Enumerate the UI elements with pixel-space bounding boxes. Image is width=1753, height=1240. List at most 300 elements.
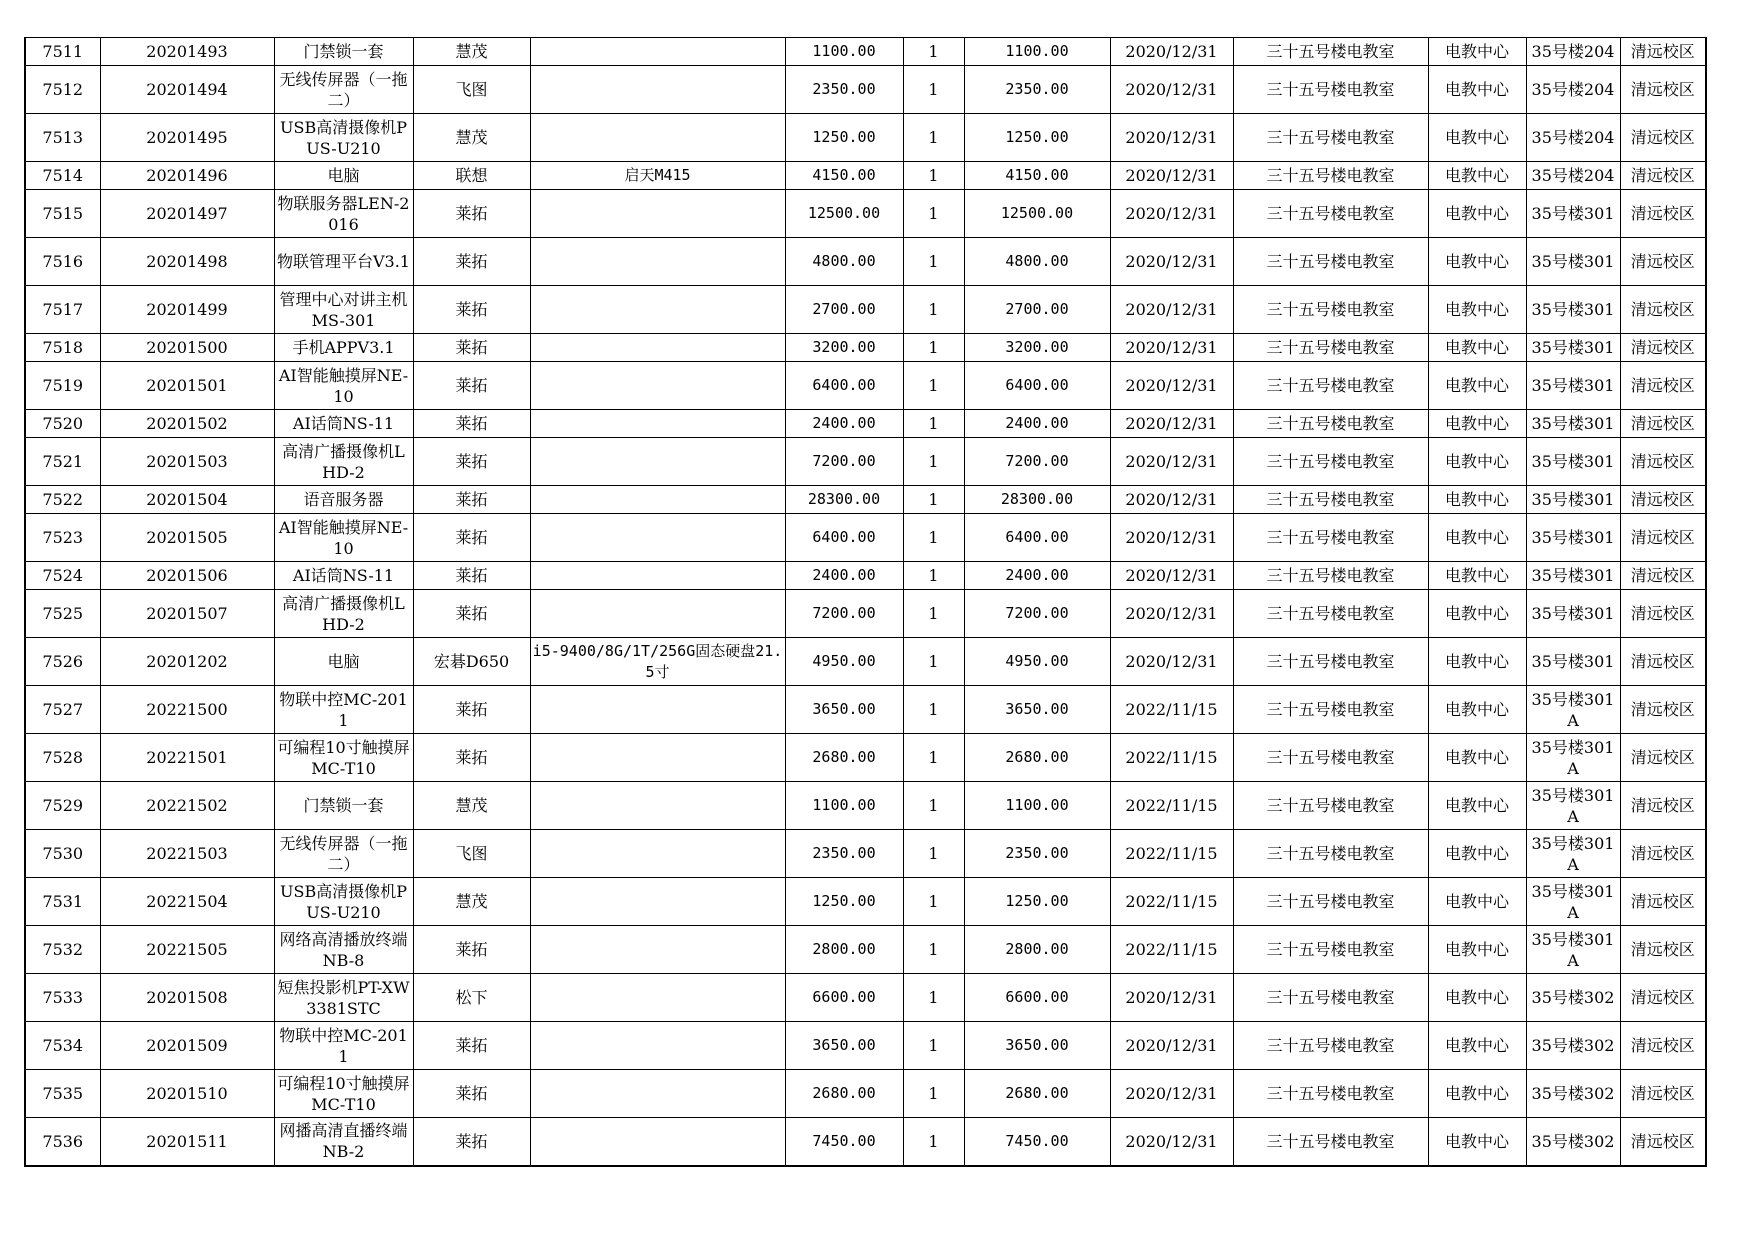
unit-price-cell: 1250.00 [785,878,903,926]
table-row [25,514,1706,562]
department-cell: 三十五号楼电教室 [1233,486,1428,514]
spec-cell [530,830,785,878]
unit-price-cell: 2680.00 [785,1070,903,1118]
item-name-cell: 短焦投影机PT-XW3381STC [274,974,413,1022]
table-row [25,974,1706,1022]
asset-code-cell: 20201495 [100,114,274,162]
item-name-cell: 无线传屏器（一拖二） [274,830,413,878]
spec-cell [530,66,785,114]
campus-cell: 清远校区 [1620,1070,1706,1118]
item-name-cell: AI话筒NS-11 [274,410,413,438]
spec-cell [530,190,785,238]
table-row [25,878,1706,926]
center-cell: 电教中心 [1428,438,1526,486]
department-cell: 三十五号楼电教室 [1233,638,1428,686]
quantity-cell: 1 [903,830,964,878]
brand-cell: 松下 [413,974,530,1022]
asset-code-cell: 20201503 [100,438,274,486]
department-cell: 三十五号楼电教室 [1233,38,1428,66]
serial-number-cell: 7535 [25,1070,100,1118]
total-amount-cell: 4800.00 [964,238,1110,286]
quantity-cell: 1 [903,878,964,926]
asset-code-cell: 20201510 [100,1070,274,1118]
item-name-cell: 门禁锁一套 [274,38,413,66]
date-cell: 2020/12/31 [1110,486,1233,514]
campus-cell: 清远校区 [1620,334,1706,362]
item-name-cell: USB高清摄像机PUS-U210 [274,878,413,926]
table-row [25,686,1706,734]
quantity-cell: 1 [903,926,964,974]
item-name-cell: 物联管理平台V3.1 [274,238,413,286]
department-cell: 三十五号楼电教室 [1233,514,1428,562]
total-amount-cell: 2680.00 [964,734,1110,782]
location-cell: 35号楼302 [1526,1070,1620,1118]
table-row [25,734,1706,782]
department-cell: 三十五号楼电教室 [1233,362,1428,410]
campus-cell: 清远校区 [1620,686,1706,734]
department-cell: 三十五号楼电教室 [1233,1022,1428,1070]
date-cell: 2020/12/31 [1110,38,1233,66]
asset-code-cell: 20201202 [100,638,274,686]
quantity-cell: 1 [903,734,964,782]
unit-price-cell: 6400.00 [785,514,903,562]
date-cell: 2020/12/31 [1110,334,1233,362]
unit-price-cell: 2400.00 [785,562,903,590]
quantity-cell: 1 [903,38,964,66]
department-cell: 三十五号楼电教室 [1233,782,1428,830]
table-row [25,590,1706,638]
unit-price-cell: 2350.00 [785,66,903,114]
item-name-cell: AI话筒NS-11 [274,562,413,590]
serial-number-cell: 7529 [25,782,100,830]
total-amount-cell: 4150.00 [964,162,1110,190]
table-row [25,114,1706,162]
total-amount-cell: 7200.00 [964,590,1110,638]
date-cell: 2020/12/31 [1110,1118,1233,1166]
serial-number-cell: 7530 [25,830,100,878]
asset-code-cell: 20201502 [100,410,274,438]
serial-number-cell: 7534 [25,1022,100,1070]
unit-price-cell: 3650.00 [785,686,903,734]
asset-code-cell: 20201511 [100,1118,274,1166]
spec-cell [530,590,785,638]
date-cell: 2020/12/31 [1110,410,1233,438]
center-cell: 电教中心 [1428,514,1526,562]
spec-cell [530,114,785,162]
quantity-cell: 1 [903,410,964,438]
location-cell: 35号楼204 [1526,38,1620,66]
unit-price-cell: 7200.00 [785,590,903,638]
quantity-cell: 1 [903,1022,964,1070]
spec-cell [530,438,785,486]
center-cell: 电教中心 [1428,638,1526,686]
campus-cell: 清远校区 [1620,590,1706,638]
campus-cell: 清远校区 [1620,114,1706,162]
unit-price-cell: 12500.00 [785,190,903,238]
center-cell: 电教中心 [1428,286,1526,334]
brand-cell: 莱拓 [413,590,530,638]
item-name-cell: 电脑 [274,162,413,190]
department-cell: 三十五号楼电教室 [1233,878,1428,926]
department-cell: 三十五号楼电教室 [1233,66,1428,114]
location-cell: 35号楼301 [1526,438,1620,486]
brand-cell: 莱拓 [413,410,530,438]
department-cell: 三十五号楼电教室 [1233,590,1428,638]
center-cell: 电教中心 [1428,190,1526,238]
asset-code-cell: 20201505 [100,514,274,562]
quantity-cell: 1 [903,562,964,590]
brand-cell: 飞图 [413,830,530,878]
serial-number-cell: 7523 [25,514,100,562]
location-cell: 35号楼301A [1526,830,1620,878]
center-cell: 电教中心 [1428,162,1526,190]
spec-cell: 启天M415 [530,162,785,190]
unit-price-cell: 1100.00 [785,782,903,830]
brand-cell: 莱拓 [413,926,530,974]
brand-cell: 莱拓 [413,238,530,286]
serial-number-cell: 7525 [25,590,100,638]
department-cell: 三十五号楼电教室 [1233,410,1428,438]
unit-price-cell: 6400.00 [785,362,903,410]
total-amount-cell: 12500.00 [964,190,1110,238]
quantity-cell: 1 [903,514,964,562]
table-row [25,38,1706,66]
asset-code-cell: 20221500 [100,686,274,734]
item-name-cell: 物联服务器LEN-2016 [274,190,413,238]
brand-cell: 慧茂 [413,782,530,830]
location-cell: 35号楼301 [1526,562,1620,590]
center-cell: 电教中心 [1428,782,1526,830]
asset-table [24,37,1707,1167]
table-row [25,1022,1706,1070]
asset-code-cell: 20201501 [100,362,274,410]
center-cell: 电教中心 [1428,66,1526,114]
unit-price-cell: 2400.00 [785,410,903,438]
department-cell: 三十五号楼电教室 [1233,190,1428,238]
serial-number-cell: 7527 [25,686,100,734]
center-cell: 电教中心 [1428,114,1526,162]
serial-number-cell: 7521 [25,438,100,486]
spec-cell [530,926,785,974]
table-row [25,286,1706,334]
location-cell: 35号楼302 [1526,1118,1620,1166]
location-cell: 35号楼302 [1526,974,1620,1022]
campus-cell: 清远校区 [1620,878,1706,926]
quantity-cell: 1 [903,974,964,1022]
date-cell: 2020/12/31 [1110,1022,1233,1070]
serial-number-cell: 7533 [25,974,100,1022]
total-amount-cell: 2800.00 [964,926,1110,974]
table-row [25,1070,1706,1118]
department-cell: 三十五号楼电教室 [1233,1070,1428,1118]
location-cell: 35号楼301A [1526,782,1620,830]
unit-price-cell: 4800.00 [785,238,903,286]
department-cell: 三十五号楼电教室 [1233,734,1428,782]
asset-code-cell: 20221501 [100,734,274,782]
campus-cell: 清远校区 [1620,830,1706,878]
location-cell: 35号楼301 [1526,286,1620,334]
date-cell: 2022/11/15 [1110,878,1233,926]
table-row [25,1118,1706,1166]
total-amount-cell: 6400.00 [964,514,1110,562]
date-cell: 2022/11/15 [1110,734,1233,782]
date-cell: 2020/12/31 [1110,974,1233,1022]
asset-code-cell: 20201497 [100,190,274,238]
date-cell: 2022/11/15 [1110,686,1233,734]
total-amount-cell: 1250.00 [964,114,1110,162]
center-cell: 电教中心 [1428,734,1526,782]
campus-cell: 清远校区 [1620,1118,1706,1166]
location-cell: 35号楼301 [1526,486,1620,514]
brand-cell: 莱拓 [413,362,530,410]
total-amount-cell: 2680.00 [964,1070,1110,1118]
unit-price-cell: 3650.00 [785,1022,903,1070]
item-name-cell: AI智能触摸屏NE-10 [274,362,413,410]
serial-number-cell: 7518 [25,334,100,362]
campus-cell: 清远校区 [1620,562,1706,590]
item-name-cell: AI智能触摸屏NE-10 [274,514,413,562]
item-name-cell: 门禁锁一套 [274,782,413,830]
department-cell: 三十五号楼电教室 [1233,114,1428,162]
location-cell: 35号楼204 [1526,162,1620,190]
total-amount-cell: 2400.00 [964,410,1110,438]
department-cell: 三十五号楼电教室 [1233,286,1428,334]
table-row [25,190,1706,238]
quantity-cell: 1 [903,334,964,362]
location-cell: 35号楼301 [1526,638,1620,686]
location-cell: 35号楼301A [1526,926,1620,974]
item-name-cell: 网络高清播放终端NB-8 [274,926,413,974]
center-cell: 电教中心 [1428,878,1526,926]
campus-cell: 清远校区 [1620,782,1706,830]
unit-price-cell: 2800.00 [785,926,903,974]
table-row [25,562,1706,590]
spec-cell [530,1070,785,1118]
brand-cell: 莱拓 [413,1022,530,1070]
total-amount-cell: 1100.00 [964,38,1110,66]
asset-code-cell: 20201500 [100,334,274,362]
unit-price-cell: 4150.00 [785,162,903,190]
location-cell: 35号楼302 [1526,1022,1620,1070]
total-amount-cell: 2350.00 [964,66,1110,114]
asset-table-body [25,38,1706,1166]
brand-cell: 慧茂 [413,38,530,66]
total-amount-cell: 3200.00 [964,334,1110,362]
date-cell: 2020/12/31 [1110,590,1233,638]
item-name-cell: 可编程10寸触摸屏MC-T10 [274,1070,413,1118]
center-cell: 电教中心 [1428,830,1526,878]
date-cell: 2022/11/15 [1110,830,1233,878]
serial-number-cell: 7513 [25,114,100,162]
unit-price-cell: 2700.00 [785,286,903,334]
brand-cell: 联想 [413,162,530,190]
date-cell: 2020/12/31 [1110,562,1233,590]
quantity-cell: 1 [903,686,964,734]
item-name-cell: 管理中心对讲主机MS-301 [274,286,413,334]
spec-cell [530,410,785,438]
item-name-cell: 可编程10寸触摸屏MC-T10 [274,734,413,782]
brand-cell: 莱拓 [413,286,530,334]
spec-cell [530,486,785,514]
location-cell: 35号楼301A [1526,686,1620,734]
serial-number-cell: 7517 [25,286,100,334]
quantity-cell: 1 [903,638,964,686]
date-cell: 2020/12/31 [1110,162,1233,190]
spec-cell [530,38,785,66]
date-cell: 2020/12/31 [1110,362,1233,410]
center-cell: 电教中心 [1428,1118,1526,1166]
total-amount-cell: 6600.00 [964,974,1110,1022]
item-name-cell: 物联中控MC-2011 [274,686,413,734]
department-cell: 三十五号楼电教室 [1233,830,1428,878]
unit-price-cell: 7450.00 [785,1118,903,1166]
campus-cell: 清远校区 [1620,1022,1706,1070]
date-cell: 2022/11/15 [1110,782,1233,830]
quantity-cell: 1 [903,590,964,638]
total-amount-cell: 2400.00 [964,562,1110,590]
date-cell: 2020/12/31 [1110,190,1233,238]
center-cell: 电教中心 [1428,362,1526,410]
department-cell: 三十五号楼电教室 [1233,1118,1428,1166]
unit-price-cell: 2680.00 [785,734,903,782]
table-row [25,362,1706,410]
date-cell: 2020/12/31 [1110,66,1233,114]
date-cell: 2020/12/31 [1110,438,1233,486]
department-cell: 三十五号楼电教室 [1233,974,1428,1022]
total-amount-cell: 2350.00 [964,830,1110,878]
location-cell: 35号楼301 [1526,334,1620,362]
date-cell: 2020/12/31 [1110,1070,1233,1118]
campus-cell: 清远校区 [1620,66,1706,114]
serial-number-cell: 7524 [25,562,100,590]
item-name-cell: 语音服务器 [274,486,413,514]
quantity-cell: 1 [903,190,964,238]
date-cell: 2020/12/31 [1110,238,1233,286]
spec-cell [530,362,785,410]
spec-cell [530,562,785,590]
brand-cell: 莱拓 [413,514,530,562]
location-cell: 35号楼301 [1526,514,1620,562]
spec-cell [530,782,785,830]
unit-price-cell: 3200.00 [785,334,903,362]
campus-cell: 清远校区 [1620,362,1706,410]
total-amount-cell: 3650.00 [964,686,1110,734]
asset-code-cell: 20201496 [100,162,274,190]
serial-number-cell: 7522 [25,486,100,514]
brand-cell: 莱拓 [413,190,530,238]
department-cell: 三十五号楼电教室 [1233,686,1428,734]
quantity-cell: 1 [903,1118,964,1166]
table-row [25,238,1706,286]
quantity-cell: 1 [903,162,964,190]
date-cell: 2022/11/15 [1110,926,1233,974]
date-cell: 2020/12/31 [1110,286,1233,334]
table-row [25,162,1706,190]
date-cell: 2020/12/31 [1110,114,1233,162]
table-row [25,410,1706,438]
location-cell: 35号楼204 [1526,114,1620,162]
quantity-cell: 1 [903,486,964,514]
center-cell: 电教中心 [1428,334,1526,362]
campus-cell: 清远校区 [1620,638,1706,686]
total-amount-cell: 2700.00 [964,286,1110,334]
asset-code-cell: 20201493 [100,38,274,66]
spec-cell [530,734,785,782]
brand-cell: 莱拓 [413,334,530,362]
department-cell: 三十五号楼电教室 [1233,238,1428,286]
serial-number-cell: 7536 [25,1118,100,1166]
center-cell: 电教中心 [1428,974,1526,1022]
serial-number-cell: 7531 [25,878,100,926]
brand-cell: 莱拓 [413,438,530,486]
unit-price-cell: 6600.00 [785,974,903,1022]
table-row [25,334,1706,362]
table-row [25,638,1706,686]
unit-price-cell: 2350.00 [785,830,903,878]
campus-cell: 清远校区 [1620,238,1706,286]
item-name-cell: 电脑 [274,638,413,686]
serial-number-cell: 7512 [25,66,100,114]
asset-code-cell: 20201507 [100,590,274,638]
serial-number-cell: 7532 [25,926,100,974]
brand-cell: 莱拓 [413,486,530,514]
asset-code-cell: 20201504 [100,486,274,514]
spec-cell [530,286,785,334]
asset-code-cell: 20201494 [100,66,274,114]
total-amount-cell: 4950.00 [964,638,1110,686]
brand-cell: 慧茂 [413,114,530,162]
brand-cell: 莱拓 [413,562,530,590]
asset-code-cell: 20201508 [100,974,274,1022]
brand-cell: 莱拓 [413,1070,530,1118]
quantity-cell: 1 [903,238,964,286]
asset-code-cell: 20221504 [100,878,274,926]
asset-code-cell: 20201499 [100,286,274,334]
date-cell: 2020/12/31 [1110,514,1233,562]
spec-cell [530,974,785,1022]
campus-cell: 清远校区 [1620,926,1706,974]
location-cell: 35号楼301A [1526,734,1620,782]
center-cell: 电教中心 [1428,38,1526,66]
item-name-cell: 手机APPV3.1 [274,334,413,362]
total-amount-cell: 1250.00 [964,878,1110,926]
item-name-cell: 无线传屏器（一拖二） [274,66,413,114]
campus-cell: 清远校区 [1620,486,1706,514]
location-cell: 35号楼301 [1526,190,1620,238]
campus-cell: 清远校区 [1620,38,1706,66]
center-cell: 电教中心 [1428,926,1526,974]
serial-number-cell: 7520 [25,410,100,438]
total-amount-cell: 3650.00 [964,1022,1110,1070]
quantity-cell: 1 [903,362,964,410]
campus-cell: 清远校区 [1620,438,1706,486]
unit-price-cell: 7200.00 [785,438,903,486]
quantity-cell: 1 [903,286,964,334]
quantity-cell: 1 [903,782,964,830]
location-cell: 35号楼204 [1526,66,1620,114]
center-cell: 电教中心 [1428,1022,1526,1070]
total-amount-cell: 7200.00 [964,438,1110,486]
spec-cell [530,1118,785,1166]
location-cell: 35号楼301 [1526,590,1620,638]
table-row [25,66,1706,114]
center-cell: 电教中心 [1428,410,1526,438]
spec-cell: i5-9400/8G/1T/256G固态硬盘21.5寸 [530,638,785,686]
spec-cell [530,238,785,286]
asset-code-cell: 20221503 [100,830,274,878]
campus-cell: 清远校区 [1620,514,1706,562]
quantity-cell: 1 [903,114,964,162]
